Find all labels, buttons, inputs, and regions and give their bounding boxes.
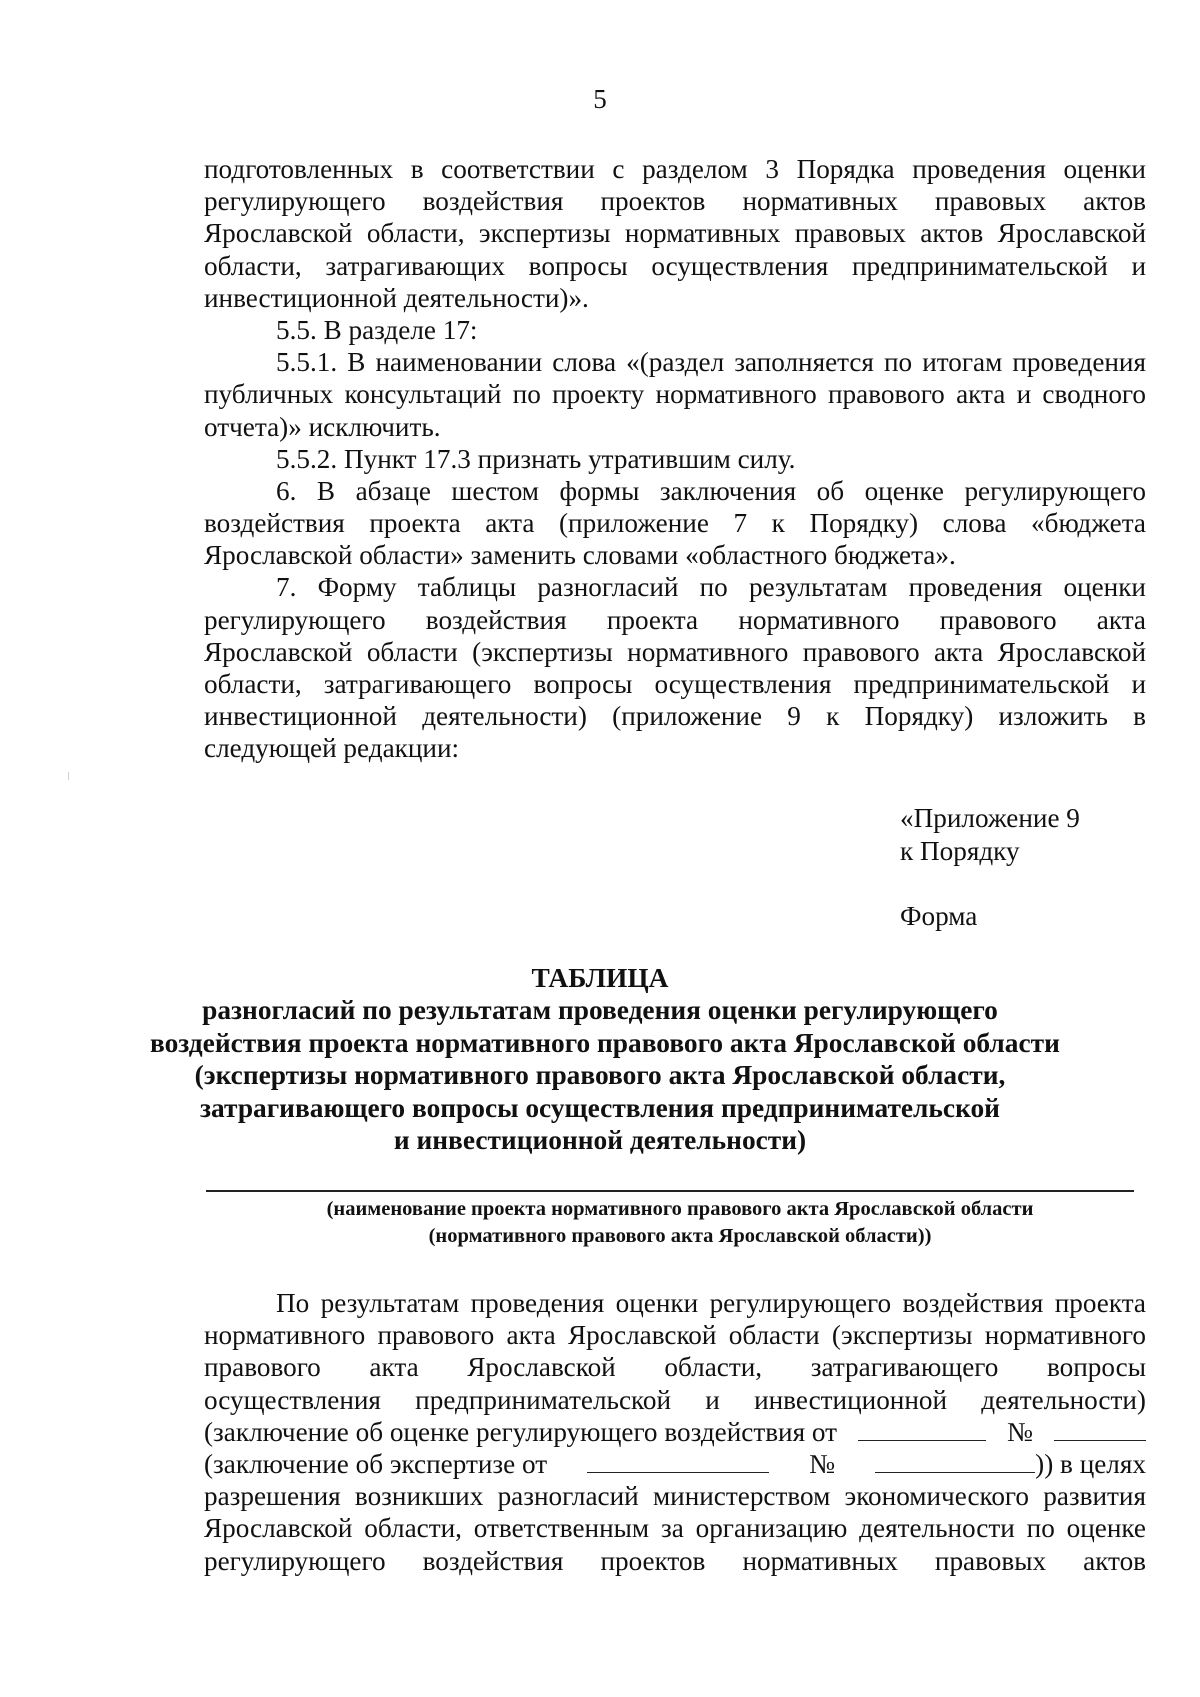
number-sign: № [809, 1448, 836, 1479]
caption-line-1: (наименование проекта нормативного правового акта Ярославской области [326, 1198, 1034, 1220]
title-heading: ТАБЛИЦА [531, 963, 669, 993]
text-line: разрешения возникших разногласий министерством экономического развития [204, 1481, 1146, 1512]
text-line: Ярославской области (экспертизы нормативного правового акта Ярославской [204, 636, 1146, 667]
text-line-with-blanks [204, 1448, 1146, 1480]
text-line: области, затрагивающего вопросы осуществления предпринимательской и [204, 669, 1146, 699]
text-line: Ярославской области, экспертизы нормативных правовых актов Ярославской [204, 218, 1146, 249]
annex-line-1: «Приложение 9 [900, 803, 1080, 833]
form-label: Форма [900, 901, 978, 931]
text-line-with-blanks [204, 1416, 1146, 1448]
text-fragment: (заключение об экспертизе от [204, 1448, 548, 1479]
text-fragment: )) в целях [1035, 1448, 1146, 1479]
text-line: нормативного правового акта Ярославской области (экспертизы нормативного [204, 1320, 1146, 1351]
title-line: разногласий по результатам проведения оценки регулирующего [202, 995, 998, 1026]
table-title [150, 962, 1060, 1156]
body-text-upper [204, 153, 1146, 765]
text-line: 7. Форму таблицы разногласий по результатам проведения оценки [276, 572, 1146, 603]
text-line: регулирующего воздействия проекта нормативного правового акта [204, 604, 1146, 635]
page-number: 5 [593, 84, 607, 114]
text-line: Ярославской области» заменить словами «областного бюджета». [204, 540, 956, 571]
date-blank [587, 1450, 769, 1473]
text-line: инвестиционной деятельности)». [204, 282, 589, 313]
body-text-lower [204, 1287, 1146, 1577]
text-line: следующей редакции: [204, 733, 460, 764]
title-line: затрагивающего вопросы осуществления предпринимательской [200, 1092, 1000, 1123]
title-line: воздействия проекта нормативного правового акта Ярославской области [150, 1027, 1060, 1058]
title-line: (экспертизы нормативного правового акта Ярославской области, [194, 1060, 1006, 1091]
scan-artifact-mark [68, 772, 69, 780]
text-line: 5.5.1. В наименовании слова «(раздел заполняется по итогам проведения [276, 347, 1146, 378]
date-blank [858, 1418, 986, 1441]
text-line: отчета)» исключить. [204, 411, 441, 442]
text-fragment: (заключение об оценке регулирующего воздействия от [204, 1416, 838, 1447]
annex-reference [900, 802, 1160, 868]
text-line: По результатам проведения оценки регулирующего воздействия проекта [276, 1288, 1146, 1318]
text-line: области, затрагивающих вопросы осуществления предпринимательской и [204, 250, 1146, 281]
title-line: и инвестиционной деятельности) [393, 1124, 807, 1155]
number-and-tail [875, 1448, 1146, 1480]
text-line: инвестиционной деятельности) (приложение 9 к Порядку) изложить в [204, 701, 1146, 732]
text-line: регулирующего воздействия проектов нормативных правовых актов [204, 1545, 1146, 1576]
annex-line-2: к Порядку [900, 836, 1020, 866]
text-line: публичных консультаций по проекту нормативного правового акта и сводного [204, 379, 1146, 410]
text-line: Ярославской области, ответственным за организацию деятельности по оценке [204, 1513, 1146, 1544]
number-blank [1054, 1418, 1146, 1441]
name-fill-line [206, 1190, 1134, 1192]
text-line: подготовленных в соответствии с разделом 3 Порядка проведения оценки [204, 154, 1146, 184]
caption-line-2: (нормативного правового акта Ярославской области)) [428, 1225, 932, 1247]
text-line: правового акта Ярославской области, затрагивающего вопросы [204, 1352, 1146, 1383]
text-line: воздействия проекта акта (приложение 7 к Порядку) слова «бюджета [204, 508, 1146, 539]
text-line: 5.5. В разделе 17: [276, 314, 478, 345]
name-caption [150, 1196, 1200, 1250]
text-line: 6. В абзаце шестом формы заключения об оценке регулирующего [276, 475, 1146, 506]
number-sign: № [1007, 1416, 1033, 1447]
text-line: 5.5.2. Пункт 17.3 признать утратившим силу. [276, 443, 796, 474]
number-blank [875, 1450, 1035, 1473]
text-line: регулирующего воздействия проектов нормативных правовых актов [204, 186, 1146, 217]
text-line: осуществления предпринимательской и инвестиционной деятельности) [204, 1384, 1146, 1415]
